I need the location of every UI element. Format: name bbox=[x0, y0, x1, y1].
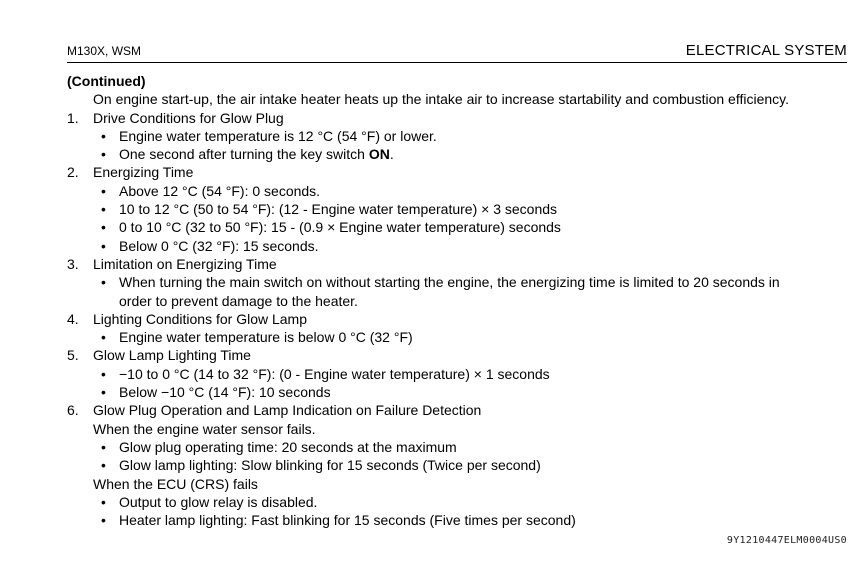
list-item bbox=[67, 365, 857, 383]
bullet-icon: • bbox=[101, 384, 106, 401]
document-code: 9Y1210447ELM0004US0 bbox=[726, 535, 847, 546]
section-2-heading bbox=[67, 163, 857, 181]
list-item-text: Engine water temperature is 12 °C (54 °F) or lower. bbox=[119, 127, 437, 144]
bullet-icon: • bbox=[101, 237, 106, 254]
list-item-text: Below −10 °C (14 °F): 10 seconds bbox=[119, 384, 331, 401]
list-item-text-before: One second after turning the key switch bbox=[119, 146, 369, 163]
section-4-heading bbox=[67, 310, 857, 328]
bullet-icon: • bbox=[101, 201, 106, 218]
list-item-text-line-2: order to prevent damage to the heater. bbox=[119, 292, 358, 309]
list-item bbox=[67, 237, 857, 255]
list-item-text: Glow plug operating time: 20 seconds at the maximum bbox=[119, 438, 457, 455]
bullet-icon: • bbox=[101, 512, 106, 529]
list-item bbox=[67, 182, 857, 200]
subsection-heading: When the engine water sensor fails. bbox=[93, 420, 316, 437]
section-title-text: Energizing Time bbox=[93, 164, 194, 181]
list-item-text: Output to glow relay is disabled. bbox=[119, 493, 318, 510]
list-item bbox=[67, 218, 857, 236]
bullet-icon: • bbox=[101, 493, 106, 510]
section-3-heading bbox=[67, 255, 857, 273]
section-title-text: Glow Lamp Lighting Time bbox=[93, 347, 251, 364]
intro-paragraph: On engine start-up, the air intake heater heats up the intake air to increase startability and combustion efficiency. bbox=[93, 91, 789, 108]
list-item-text: Glow lamp lighting: Slow blinking for 15 seconds (Twice per second) bbox=[119, 457, 541, 474]
section-number: 4. bbox=[67, 310, 79, 327]
manual-model-label: M130X, WSM bbox=[67, 44, 142, 58]
list-item bbox=[67, 145, 857, 163]
list-item-text-line-1: When turning the main switch on without starting the engine, the energizing time is limited to 20 seconds in bbox=[119, 274, 780, 291]
section-6-heading bbox=[67, 401, 857, 419]
list-item bbox=[67, 511, 857, 529]
bullet-icon: • bbox=[101, 329, 106, 346]
list-item-text-after: . bbox=[389, 146, 394, 163]
section-title-text: Limitation on Energizing Time bbox=[93, 255, 277, 272]
list-item-text: Heater lamp lighting: Fast blinking for 15 seconds (Five times per second) bbox=[119, 512, 576, 529]
list-item bbox=[67, 383, 857, 401]
bullet-icon: • bbox=[101, 127, 106, 144]
section-number: 2. bbox=[67, 164, 79, 181]
list-item bbox=[67, 438, 857, 456]
section-1-heading bbox=[67, 109, 857, 127]
header-divider bbox=[67, 62, 847, 63]
section-number: 3. bbox=[67, 255, 79, 272]
continued-label: (Continued) bbox=[67, 73, 146, 89]
key-switch-on-label: ON bbox=[368, 146, 390, 163]
bullet-icon: • bbox=[101, 182, 106, 199]
list-item bbox=[67, 493, 857, 511]
list-item-continuation bbox=[67, 292, 857, 310]
bullet-icon: • bbox=[101, 438, 106, 455]
list-item bbox=[67, 200, 857, 218]
list-item-text: Below 0 °C (32 °F): 15 seconds. bbox=[119, 237, 319, 254]
document-body bbox=[67, 72, 857, 529]
section-title-text: Glow Plug Operation and Lamp Indication on Failure Detection bbox=[93, 402, 482, 419]
section-title-text: Drive Conditions for Glow Plug bbox=[93, 109, 284, 126]
list-item-text: Engine water temperature is below 0 °C (32 °F) bbox=[119, 329, 413, 346]
list-item-text: 0 to 10 °C (32 to 50 °F): 15 - (0.9 × Engine water temperature) seconds bbox=[119, 219, 561, 236]
bullet-icon: • bbox=[101, 274, 106, 291]
list-item bbox=[67, 127, 857, 145]
list-item bbox=[67, 456, 857, 474]
bullet-icon: • bbox=[101, 365, 106, 382]
section-number: 6. bbox=[67, 402, 79, 419]
section-title: ELECTRICAL SYSTEM bbox=[685, 42, 847, 59]
subsection-heading: When the ECU (CRS) fails bbox=[93, 475, 258, 492]
bullet-icon: • bbox=[101, 146, 106, 163]
section-title-text: Lighting Conditions for Glow Lamp bbox=[93, 310, 308, 327]
section-number: 5. bbox=[67, 347, 79, 364]
list-item bbox=[67, 273, 857, 291]
list-item-text: −10 to 0 °C (14 to 32 °F): (0 - Engine water temperature) × 1 seconds bbox=[119, 365, 550, 382]
list-item-text: Above 12 °C (54 °F): 0 seconds. bbox=[119, 182, 321, 199]
bullet-icon: • bbox=[101, 457, 106, 474]
list-item-text: 10 to 12 °C (50 to 54 °F): (12 - Engine water temperature) × 3 seconds bbox=[119, 201, 558, 218]
bullet-icon: • bbox=[101, 219, 106, 236]
list-item bbox=[67, 328, 857, 346]
section-number: 1. bbox=[67, 109, 79, 126]
section-5-heading bbox=[67, 346, 857, 364]
